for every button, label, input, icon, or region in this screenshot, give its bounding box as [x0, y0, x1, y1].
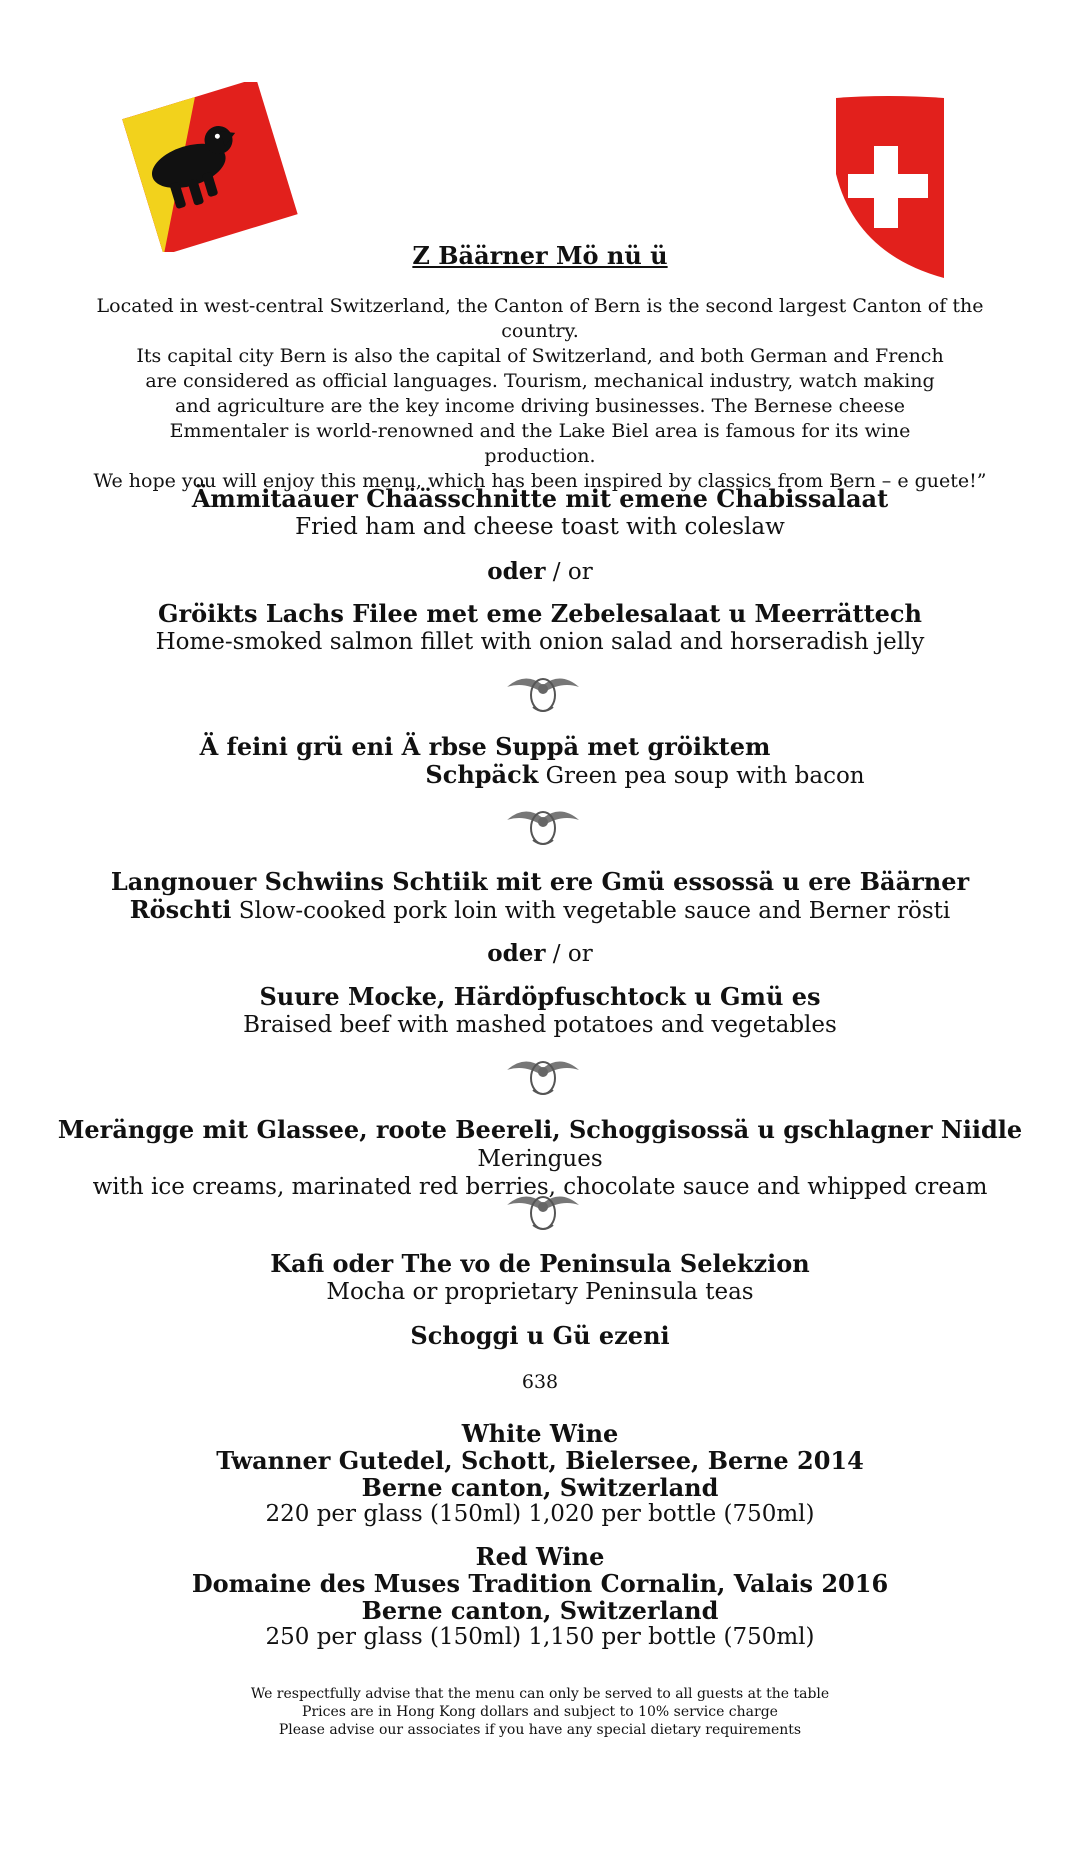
bern-canton-flag [118, 82, 300, 252]
ornament-divider [505, 1185, 581, 1235]
main-course-2: Suure Mocke, Härdöpfuschtock u Gmü es Braised beef with mashed potatoes and vegetables [243, 982, 837, 1038]
dessert-course: Merängge mit Glassee, roote Beereli, Schoggisossä u gschlagner Niidle Meringues with ice creams, marinated red berries, chocolate sauce and whipped cream [57, 1115, 1023, 1200]
menu-price: 638 [521, 1371, 559, 1393]
starter-1: Ämmitaauer Chäässchnitte mit emene Chabissalaat Fried ham and cheese toast with coleslaw [191, 484, 889, 540]
ornament-divider [505, 800, 581, 850]
intro-paragraph: Located in west-central Switzerland, the Canton of Bern is the second largest Canton of the country. Its capital city Bern is also the capital of Switzerland, and both German and French are considered as official languages. Tourism, mechanical industry, watch making and agriculture are the key income driving businesses. The Bernese cheese Emmentaler is world-renowned and the Lake Biel area is famous for its wine production. We hope you will enjoy this menu, which has been inspired by classics from Bern – e guete!” [93, 295, 987, 492]
white-wine-pairing: White Wine Twanner Gutedel, Schott, Bielersee, Berne 2014 Berne canton, Switzerland 220 per glass (150ml) 1,020 per bottle (750ml) [216, 1419, 864, 1527]
ornament-divider [505, 1050, 581, 1100]
main-course-1: Langnouer Schwiins Schtiik mit ere Gmü essossä u ere Bäärner Röschti Slow-cooked pork loin with vegetable sauce and Berner rösti [110, 867, 970, 924]
menu-title: Z Bäärner Mö nü ü [412, 241, 668, 270]
coffee-tea-course: Kafi oder The vo de Peninsula Selekzion Mocha or proprietary Peninsula teas [270, 1249, 810, 1305]
ornament-divider [505, 667, 581, 717]
red-wine-pairing: Red Wine Domaine des Muses Tradition Cornalin, Valais 2016 Berne canton, Switzerland 250 per glass (150ml) 1,150 per bottle (750ml) [191, 1542, 889, 1650]
footer-notes: We respectfully advise that the menu can only be served to all guests at the table Prices are in Hong Kong dollars and subject to 10% service charge Please advise our associates if you have any special dietary requirements [250, 1686, 830, 1738]
starter-2: Gröikts Lachs Filee met eme Zebelesalaat u Meerrättech Home-smoked salmon fillet with onion salad and horseradish jelly [155, 599, 925, 655]
oder-separator-2: oder / or [487, 940, 593, 967]
petits-fours: Schoggi u Gü ezeni [410, 1321, 670, 1350]
soup-course: Ä feini grü eni Ä rbse Suppä met gröiktem Schpäck Green pea soup with bacon [199, 732, 865, 789]
oder-separator-1: oder / or [487, 558, 593, 585]
